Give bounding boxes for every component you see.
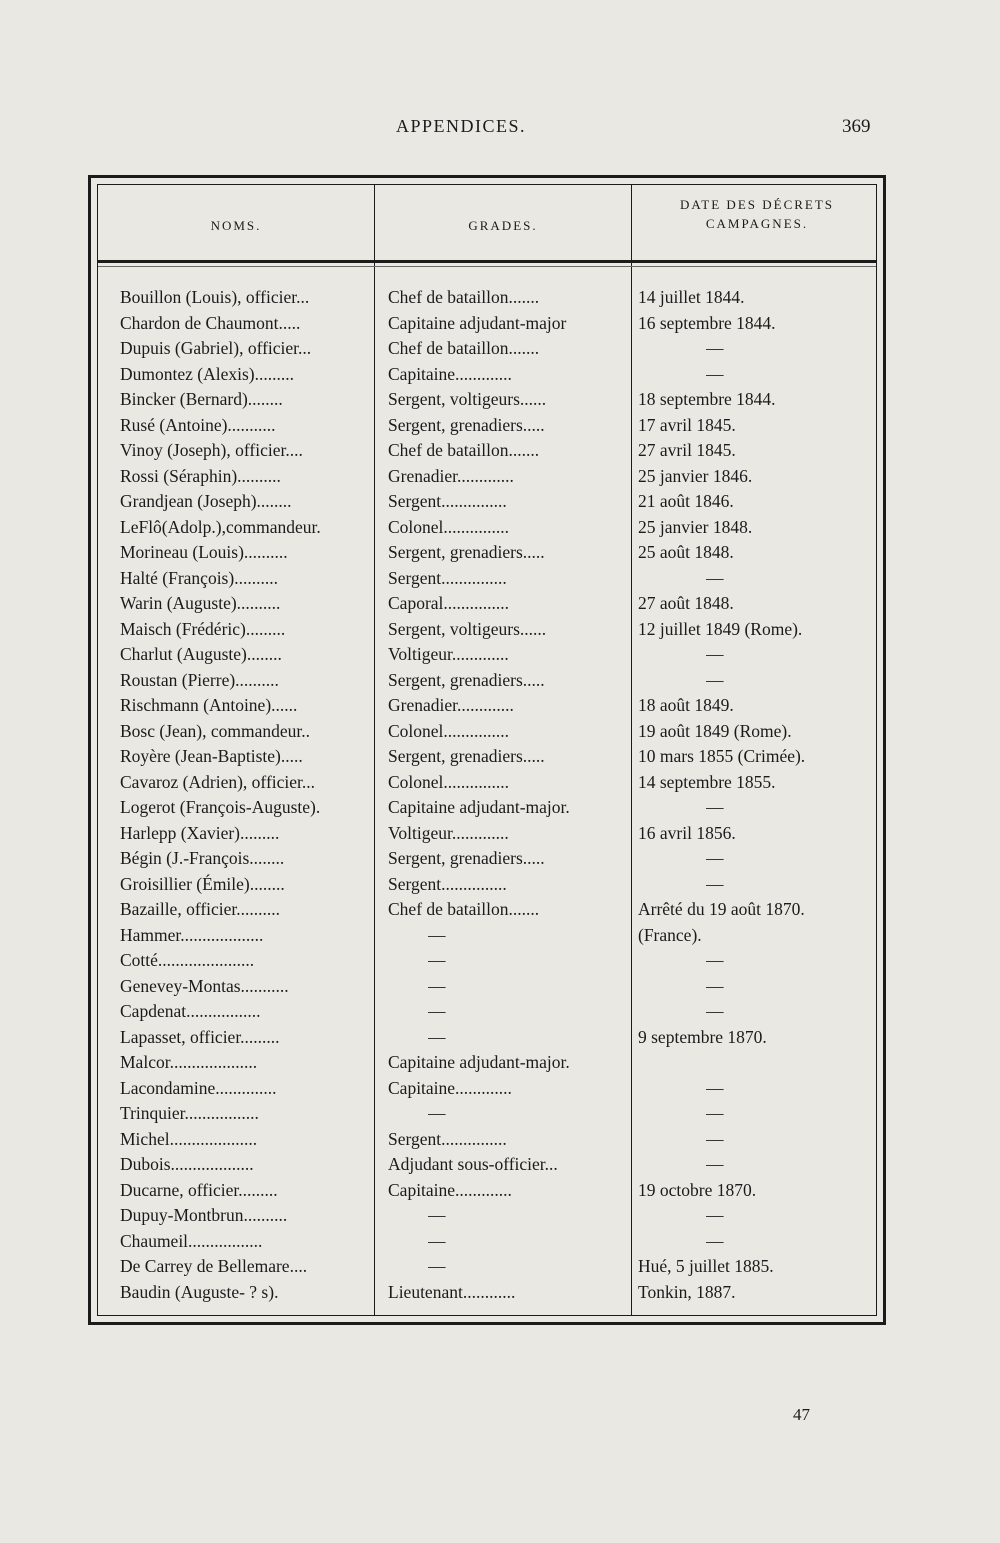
- row-grade: Sergent, grenadiers.....: [388, 669, 545, 690]
- row-date: 9 septembre 1870.: [638, 1026, 767, 1047]
- row-name: Dupuis (Gabriel), officier...: [120, 338, 312, 358]
- table-row: [98, 311, 876, 337]
- row-grade: Capitaine.............: [388, 1179, 512, 1200]
- table-row: [98, 489, 876, 515]
- table-row: [98, 285, 876, 311]
- row-name: Rischmann (Antoine)......: [120, 695, 298, 715]
- row-grade: Capitaine adjudant-major.: [388, 1052, 570, 1072]
- row-date: —: [706, 644, 724, 664]
- row-date: 18 septembre 1844.: [638, 389, 776, 409]
- row-grade: —: [428, 1205, 446, 1225]
- row-name: Bégin (J.-François........: [120, 848, 285, 868]
- row-date: 18 août 1849.: [638, 695, 734, 715]
- column-header-date: [632, 195, 882, 233]
- row-date: 25 janvier 1846.: [638, 465, 753, 486]
- table-row: [98, 974, 876, 1000]
- row-grade: —: [428, 950, 446, 970]
- table-row: [98, 795, 876, 821]
- table-row: [98, 999, 876, 1025]
- row-name: Roustan (Pierre)..........: [120, 669, 279, 690]
- row-grade: —: [428, 1230, 446, 1251]
- row-date: —: [706, 1077, 724, 1098]
- row-date: 16 septembre 1844.: [638, 312, 776, 333]
- row-name: Groisillier (Émile)........: [120, 873, 285, 894]
- table-inner-border: [97, 184, 877, 1316]
- table-row: [98, 872, 876, 898]
- row-grade: Sergent, grenadiers.....: [388, 542, 545, 562]
- table-row: [98, 515, 876, 541]
- row-date: —: [706, 1230, 724, 1251]
- row-name: Bosc (Jean), commandeur..: [120, 720, 311, 741]
- row-name: Cotté......................: [120, 950, 255, 970]
- row-name: Michel....................: [120, 1128, 258, 1149]
- table-row: [98, 336, 876, 362]
- row-grade: —: [428, 1256, 446, 1276]
- row-name: Chaumeil.................: [120, 1230, 263, 1251]
- row-date: 14 juillet 1844.: [638, 287, 745, 307]
- row-grade: Capitaine.............: [388, 363, 512, 384]
- row-name: Dumontez (Alexis).........: [120, 363, 294, 384]
- table-row: [98, 387, 876, 413]
- row-grade: Capitaine adjudant-major: [388, 312, 567, 333]
- table-row: [98, 1076, 876, 1102]
- table-row: [98, 540, 876, 566]
- table-row: [98, 821, 876, 847]
- row-name: Morineau (Louis)..........: [120, 542, 288, 562]
- table-row: [98, 744, 876, 770]
- row-grade: Voltigeur.............: [388, 822, 509, 843]
- row-name: Logerot (François-Auguste).: [120, 797, 321, 817]
- row-date: —: [706, 363, 724, 384]
- row-name: Ducarne, officier.........: [120, 1179, 278, 1200]
- table-row: [98, 693, 876, 719]
- row-date: 12 juillet 1849 (Rome).: [638, 618, 803, 639]
- row-name: Charlut (Auguste)........: [120, 644, 282, 664]
- row-grade: Sergent...............: [388, 873, 507, 894]
- row-name: Bincker (Bernard)........: [120, 389, 283, 409]
- row-grade: Grenadier.............: [388, 465, 514, 486]
- table-row: [98, 1203, 876, 1229]
- row-date: 14 septembre 1855.: [638, 771, 776, 792]
- header-rule-thin: [98, 266, 876, 267]
- column-header-grades: GRADES.: [468, 218, 538, 233]
- row-name: Royère (Jean-Baptiste).....: [120, 746, 303, 766]
- row-date: —: [706, 1154, 724, 1174]
- row-grade: Chef de bataillon.......: [388, 440, 540, 460]
- row-name: Rossi (Séraphin)..........: [120, 465, 281, 486]
- row-grade: Sergent, voltigeurs......: [388, 389, 547, 409]
- row-name: Warin (Auguste)..........: [120, 593, 281, 613]
- table-row: [98, 923, 876, 949]
- row-grade: Sergent, grenadiers.....: [388, 746, 545, 766]
- row-date: (France).: [638, 924, 702, 945]
- row-date: Arrêté du 19 août 1870.: [638, 899, 805, 919]
- row-name: De Carrey de Bellemare....: [120, 1256, 308, 1276]
- table-row: [98, 1101, 876, 1127]
- row-grade: Colonel...............: [388, 720, 510, 741]
- row-name: Lacondamine..............: [120, 1077, 277, 1098]
- table-row: [98, 362, 876, 388]
- row-grade: —: [428, 1026, 446, 1047]
- row-grade: Lieutenant............: [388, 1281, 516, 1302]
- row-grade: —: [428, 1001, 446, 1021]
- table-row: [98, 438, 876, 464]
- row-grade: —: [428, 975, 446, 996]
- row-name: Bouillon (Louis), officier...: [120, 287, 310, 307]
- row-grade: Caporal...............: [388, 593, 510, 613]
- column-header-date-line2: CAMPAGNES.: [705, 216, 809, 231]
- row-grade: Capitaine.............: [388, 1077, 512, 1098]
- row-date: Tonkin, 1887.: [638, 1281, 736, 1302]
- row-grade: Colonel...............: [388, 771, 510, 792]
- row-date: —: [706, 338, 724, 358]
- row-name: Halté (François)..........: [120, 567, 278, 588]
- row-date: 10 mars 1855 (Crimée).: [638, 746, 806, 766]
- table-row: [98, 642, 876, 668]
- table-row: [98, 668, 876, 694]
- table-row: [98, 1254, 876, 1280]
- row-date: —: [706, 1001, 724, 1021]
- row-name: Cavaroz (Adrien), officier...: [120, 771, 316, 792]
- row-name: Dubois...................: [120, 1154, 254, 1174]
- row-grade: Chef de bataillon.......: [388, 899, 540, 919]
- table-row: [98, 1050, 876, 1076]
- table-row: [98, 770, 876, 796]
- row-date: 19 octobre 1870.: [638, 1179, 757, 1200]
- row-name: Hammer...................: [120, 924, 264, 945]
- row-date: —: [706, 950, 724, 970]
- row-date: —: [706, 975, 724, 996]
- table-row: [98, 948, 876, 974]
- table-row: [98, 1127, 876, 1153]
- row-name: Rusé (Antoine)...........: [120, 414, 276, 435]
- row-date: 25 janvier 1848.: [638, 516, 753, 537]
- table-row: [98, 897, 876, 923]
- row-name: Capdenat.................: [120, 1001, 261, 1021]
- row-grade: Adjudant sous-officier...: [388, 1154, 558, 1174]
- row-grade: Sergent...............: [388, 567, 507, 588]
- row-name: Genevey-Montas...........: [120, 975, 289, 996]
- table-row: [98, 1152, 876, 1178]
- header-rule: [98, 260, 876, 263]
- row-date: —: [706, 797, 724, 817]
- row-grade: Capitaine adjudant-major.: [388, 797, 570, 817]
- row-name: Maisch (Frédéric).........: [120, 618, 286, 639]
- row-grade: Voltigeur.............: [388, 644, 509, 664]
- row-date: —: [706, 848, 724, 868]
- row-date: 21 août 1846.: [638, 491, 734, 511]
- table-row: [98, 1280, 876, 1306]
- table-row: [98, 413, 876, 439]
- signature-mark: 47: [793, 1405, 810, 1424]
- row-date: —: [706, 1128, 724, 1149]
- row-grade: Sergent, voltigeurs......: [388, 618, 547, 639]
- row-name: Harlepp (Xavier).........: [120, 822, 280, 843]
- row-date: 27 août 1848.: [638, 593, 734, 613]
- row-grade: Sergent...............: [388, 491, 507, 511]
- row-name: Bazaille, officier..........: [120, 899, 281, 919]
- row-name: Vinoy (Joseph), officier....: [120, 440, 303, 460]
- row-grade: Colonel...............: [388, 516, 510, 537]
- table-row: [98, 719, 876, 745]
- table-body: [98, 285, 876, 1305]
- table-row: [98, 464, 876, 490]
- column-header-names: NOMS.: [210, 218, 262, 233]
- row-grade: Sergent, grenadiers.....: [388, 414, 545, 435]
- row-grade: —: [428, 1103, 446, 1123]
- table-row: [98, 1229, 876, 1255]
- row-date: 27 avril 1845.: [638, 440, 736, 460]
- row-name: Baudin (Auguste- ? s).: [120, 1281, 279, 1302]
- row-name: Grandjean (Joseph)........: [120, 491, 292, 511]
- row-grade: Chef de bataillon.......: [388, 338, 540, 358]
- row-date: Hué, 5 juillet 1885.: [638, 1256, 774, 1276]
- table-row: [98, 1178, 876, 1204]
- row-name: Dupuy-Montbrun..........: [120, 1205, 288, 1225]
- row-name: Chardon de Chaumont.....: [120, 312, 301, 333]
- row-date: —: [706, 567, 724, 588]
- row-date: —: [706, 669, 724, 690]
- row-grade: Chef de bataillon.......: [388, 287, 540, 307]
- decrees-table: [88, 175, 886, 1325]
- row-grade: Sergent...............: [388, 1128, 507, 1149]
- page-title: APPENDICES.: [396, 116, 527, 136]
- row-date: —: [706, 873, 724, 894]
- row-date: —: [706, 1103, 724, 1123]
- row-date: 17 avril 1845.: [638, 414, 736, 435]
- running-head: [0, 114, 1000, 144]
- row-date: 25 août 1848.: [638, 542, 734, 562]
- column-header-date-line1: DATE DES DÉCRETS: [679, 197, 835, 212]
- row-name: Trinquier.................: [120, 1103, 259, 1123]
- table-row: [98, 566, 876, 592]
- row-date: 16 avril 1856.: [638, 822, 736, 843]
- row-grade: —: [428, 924, 446, 945]
- row-name: Lapasset, officier.........: [120, 1026, 280, 1047]
- row-grade: Grenadier.............: [388, 695, 514, 715]
- row-date: 19 août 1849 (Rome).: [638, 720, 792, 741]
- table-row: [98, 617, 876, 643]
- row-name: LeFlô(Adolp.),commandeur.: [120, 516, 321, 537]
- table-row: [98, 846, 876, 872]
- row-date: —: [706, 1205, 724, 1225]
- table-row: [98, 591, 876, 617]
- table-row: [98, 1025, 876, 1051]
- page-number: 369: [842, 116, 871, 137]
- row-name: Malcor....................: [120, 1052, 258, 1072]
- row-grade: Sergent, grenadiers.....: [388, 848, 545, 868]
